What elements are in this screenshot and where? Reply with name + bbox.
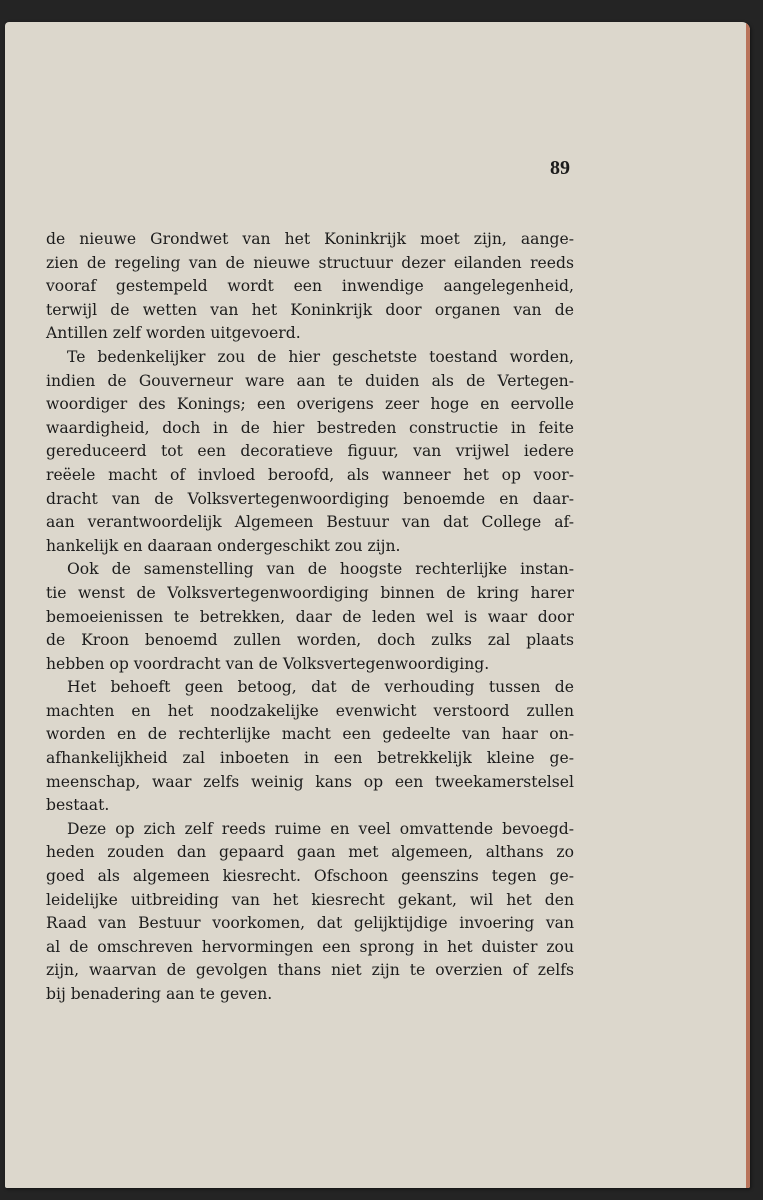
text-line: de nieuwe Grondwet van het Koninkrijk moet zijn, aange- — [46, 230, 574, 248]
text-line: hebben op voordracht van de Volksvertegenwoordiging. — [46, 654, 490, 673]
text-line: Te bedenkelijker zou de hier geschetste toestand worden, — [67, 347, 574, 366]
text-line: goed als algemeen kiesrecht. Ofschoon geenszins tegen ge- — [46, 867, 574, 886]
page-edge — [746, 22, 750, 1188]
text-line: meenschap, waar zelfs weinig kans op een tweekamerstelsel — [46, 772, 574, 791]
text-line: vooraf gestempeld wordt een inwendige aangelegenheid, — [46, 277, 574, 296]
text-line: tie wenst de Volksvertegenwoordiging binnen de kring harer — [46, 583, 574, 602]
paragraph — [46, 676, 574, 818]
text-line: Antillen zelf worden uitgevoerd. — [46, 324, 301, 343]
paragraph — [46, 558, 574, 676]
text-line: zien de regeling van de nieuwe structuur dezer eilanden reeds — [46, 253, 574, 272]
text-line: Ook de samenstelling van de hoogste rechterlijke instan- — [67, 560, 574, 579]
paragraph — [46, 228, 574, 346]
text-line: de Kroon benoemd zullen worden, doch zulks zal plaats — [46, 631, 574, 650]
text-line: terwijl de wetten van het Koninkrijk door organen van de — [46, 300, 574, 319]
text-line: woordiger des Konings; een overigens zeer hoge en eervolle — [46, 395, 574, 414]
text-line: leidelijke uitbreiding van het kiesrecht gekant, wil het den — [46, 890, 574, 909]
text-line: bestaat. — [46, 796, 110, 815]
text-line: bemoeienissen te betrekken, daar de leden wel is waar door — [46, 607, 574, 626]
text-line: worden en de rechterlijke macht een gedeelte van haar on- — [46, 725, 574, 744]
book-page — [5, 22, 750, 1188]
text-line: heden zouden dan gepaard gaan met algemeen, althans zo — [46, 843, 574, 862]
paragraph — [46, 346, 574, 558]
text-line: machten en het noodzakelijke evenwicht verstoord zullen — [46, 701, 574, 720]
text-line: zijn, waarvan de gevolgen thans niet zijn te overzien of zelfs — [46, 961, 574, 980]
text-line: reëele macht of invloed beroofd, als wanneer het op voor- — [46, 465, 574, 484]
text-line: indien de Gouverneur ware aan te duiden als de Vertegen- — [46, 371, 574, 390]
text-line: afhankelijkheid zal inboeten in een betrekkelijk kleine ge- — [46, 749, 574, 768]
text-line: bij benadering aan te geven. — [46, 985, 273, 1003]
text-line: aan verantwoordelijk Algemeen Bestuur van dat College af- — [46, 513, 574, 532]
text-line: Het behoeft geen betoog, dat de verhouding tussen de — [67, 678, 574, 697]
body-text — [46, 228, 574, 1007]
paragraph — [46, 818, 574, 1007]
text-line: dracht van de Volksvertegenwoordiging benoemde en daar- — [46, 489, 574, 508]
text-line: Deze op zich zelf reeds ruime en veel omvattende bevoegd- — [67, 819, 574, 838]
page-number: 89 — [550, 157, 570, 179]
text-line: al de omschreven hervormingen een sprong in het duister zou — [46, 937, 574, 956]
text-line: Raad van Bestuur voorkomen, dat gelijktijdige invoering van — [46, 914, 574, 933]
text-line: hankelijk en daaraan ondergeschikt zou zijn. — [46, 536, 401, 555]
text-line: gereduceerd tot een decoratieve figuur, van vrijwel iedere — [46, 442, 574, 461]
text-line: waardigheid, doch in de hier bestreden constructie in feite — [46, 418, 574, 437]
